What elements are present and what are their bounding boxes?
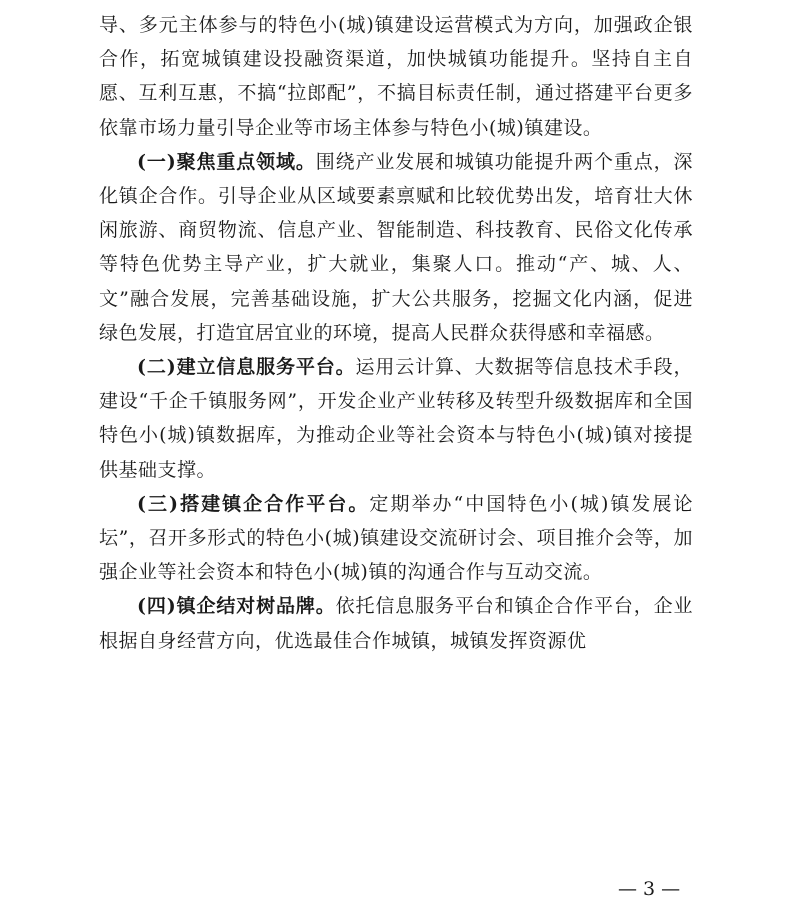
paragraph-2-text: 围绕产业发展和城镇功能提升两个重点，深化镇企合作。引导企业从区域要素禀赋和比较优势出发，培育壮大休闲旅游、商贸物流、信息产业、智能制造、科技教育、民俗文化传承等特色优势主导产业，扩大就业，集聚人口。推动“产、城、人、文”融合发展，完善基础设施，扩大公共服务，挖掘文化内涵，促进绿色发展，打造宜居宜业的环境，提高人民群众获得感和幸福感。	[99, 150, 693, 344]
paragraph-2-heading: (一)聚焦重点领域。	[137, 150, 316, 173]
paragraph-1-text: 导、多元主体参与的特色小(城)镇建设运营模式为方向，加强政企银合作，拓宽城镇建设投融资渠道，加快城镇功能提升。坚持自主自愿、互利互惠，不搞“拉郎配”，不搞目标责任制，通过搭建平台更多依靠市场力量引导企业等市场主体参与特色小(城)镇建设。	[99, 14, 693, 139]
paragraph-4	[99, 487, 693, 590]
paragraph-3	[99, 350, 693, 487]
paragraph-3-text: 运用云计算、大数据等信息技术手段，建设“千企千镇服务网”，开发企业产业转移及转型升级数据库和全国特色小(城)镇数据库，为推动企业等社会资本与特色小(城)镇对接提供基础支撑。	[99, 356, 693, 481]
paragraph-2	[99, 145, 693, 350]
paragraph-5-heading: (四)镇企结对树品牌。	[137, 595, 336, 618]
paragraph-5	[99, 589, 693, 657]
paragraph-3-heading: (二)建立信息服务平台。	[137, 356, 356, 379]
paragraph-5-text: 依托信息服务平台和镇企合作平台，企业根据自身经营方向，优选最佳合作城镇，城镇发挥资源优	[99, 595, 693, 652]
paragraph-4-heading: (三)搭建镇企合作平台。	[137, 492, 370, 515]
paragraph-1	[99, 8, 693, 145]
page-number: — 3 —	[618, 878, 681, 900]
paragraph-4-text: 定期举办“中国特色小(城)镇发展论坛”，召开多形式的特色小(城)镇建设交流研讨会、项目推介会等，加强企业等社会资本和特色小(城)镇的沟通合作与互动交流。	[99, 492, 693, 584]
document-body	[99, 0, 693, 658]
